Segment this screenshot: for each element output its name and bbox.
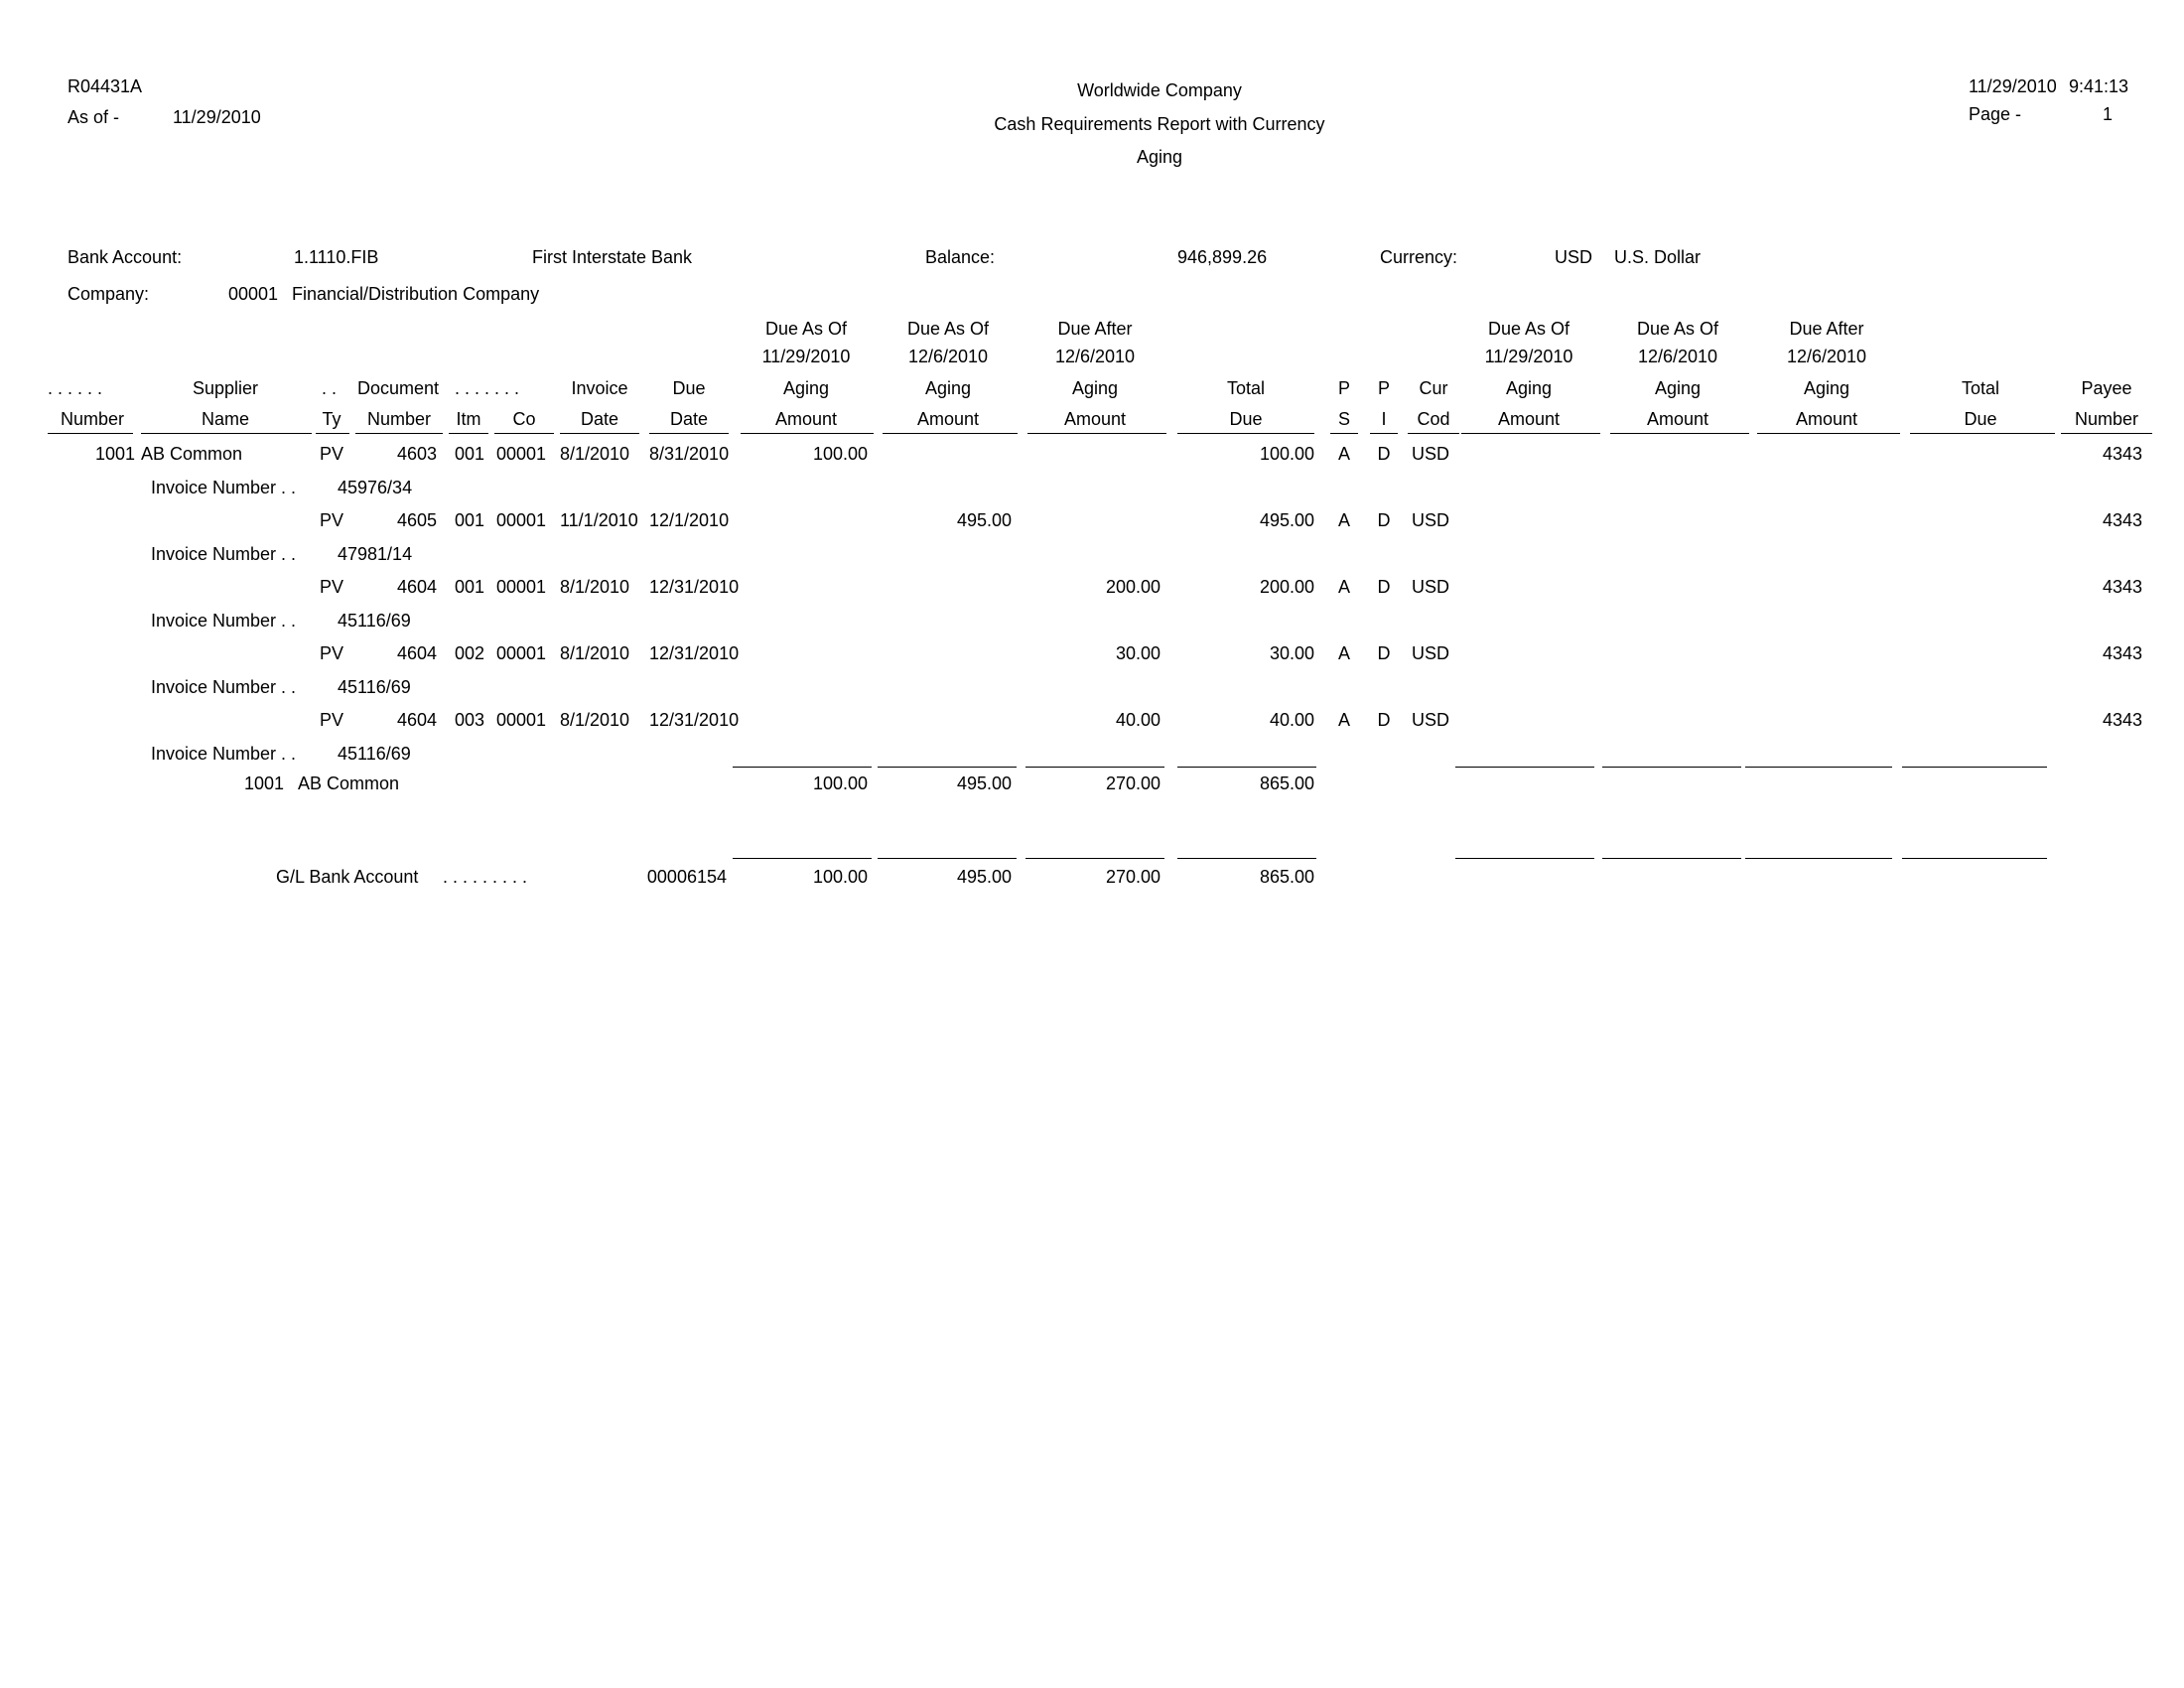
row-payee: 4343 bbox=[2102, 444, 2142, 464]
col-co: Co bbox=[512, 409, 536, 429]
company-name: Financial/Distribution Company bbox=[292, 284, 540, 304]
row-co: 00001 bbox=[496, 510, 547, 530]
row-doc: 4605 bbox=[396, 510, 437, 530]
bank-account-label: Bank Account: bbox=[68, 247, 183, 267]
row-cur: USD bbox=[1412, 444, 1450, 464]
col-cur: Cur bbox=[1419, 378, 1448, 398]
header-underline bbox=[141, 433, 312, 434]
supplier-total-name: AB Common bbox=[298, 774, 400, 793]
header-underline bbox=[48, 433, 133, 434]
row-pi: D bbox=[1377, 510, 1391, 530]
row-itm: 001 bbox=[455, 577, 485, 597]
col-document: Document bbox=[357, 378, 440, 398]
row-ty: PV bbox=[320, 510, 344, 530]
row-supplier-name: AB Common bbox=[141, 444, 243, 464]
row-pi: D bbox=[1377, 577, 1391, 597]
row-amount-3: 40.00 bbox=[1115, 710, 1160, 730]
subtotal-rule bbox=[1745, 767, 1892, 768]
col-dots-2: . . bbox=[322, 378, 338, 398]
gl-total-rule bbox=[1177, 858, 1316, 859]
balance-value: 946,899.26 bbox=[1177, 247, 1268, 267]
row-total: 30.00 bbox=[1269, 643, 1314, 663]
row-inv-date: 8/1/2010 bbox=[560, 444, 630, 464]
row-invoice-number: 45116/69 bbox=[338, 744, 411, 764]
row-inv-date: 8/1/2010 bbox=[560, 710, 630, 730]
row-ps: A bbox=[1337, 444, 1350, 464]
col-date-3: 12/6/2010 bbox=[1054, 347, 1136, 366]
row-invoice-number: 45116/69 bbox=[338, 677, 411, 697]
row-payee: 4343 bbox=[2102, 577, 2142, 597]
col-inv-date: Date bbox=[580, 409, 619, 429]
row-total: 200.00 bbox=[1259, 577, 1314, 597]
row-ps: A bbox=[1337, 577, 1350, 597]
gl-total-amount-3: 270.00 bbox=[1105, 867, 1160, 887]
row-itm: 001 bbox=[455, 510, 485, 530]
row-co: 00001 bbox=[496, 444, 547, 464]
row-invoice-label: Invoice Number . . bbox=[151, 478, 297, 497]
col-date-1: 11/29/2010 bbox=[761, 347, 851, 366]
row-due-date: 12/1/2010 bbox=[649, 510, 730, 530]
row-cur: USD bbox=[1412, 710, 1450, 730]
row-invoice-label: Invoice Number . . bbox=[151, 611, 297, 631]
row-invoice-label: Invoice Number . . bbox=[151, 544, 297, 564]
header-underline bbox=[494, 433, 554, 434]
col-aging-4: Aging bbox=[1505, 378, 1553, 398]
col-amount-2: Amount bbox=[916, 409, 980, 429]
col-cod: Cod bbox=[1417, 409, 1450, 429]
col-due: Due bbox=[672, 378, 706, 398]
gl-total-amount-2: 495.00 bbox=[956, 867, 1012, 887]
col-doc-number: Number bbox=[366, 409, 432, 429]
col-s: S bbox=[1337, 409, 1350, 429]
col-amount-1: Amount bbox=[774, 409, 838, 429]
as-of-date: 11/29/2010 bbox=[173, 107, 261, 127]
header-underline bbox=[1370, 433, 1398, 434]
row-co: 00001 bbox=[496, 710, 547, 730]
row-invoice-number: 45116/69 bbox=[338, 611, 411, 631]
row-ty: PV bbox=[320, 710, 344, 730]
row-doc: 4604 bbox=[396, 643, 437, 663]
supplier-total-amount-1: 100.00 bbox=[812, 774, 868, 793]
row-amount-2: 495.00 bbox=[956, 510, 1012, 530]
col-name: Name bbox=[201, 409, 249, 429]
row-invoice-label: Invoice Number . . bbox=[151, 677, 297, 697]
col-due-after-2: Due After bbox=[1789, 319, 1864, 339]
gl-total-rule bbox=[1455, 858, 1594, 859]
report-id: R04431A bbox=[68, 76, 143, 96]
subtotal-rule bbox=[1455, 767, 1594, 768]
col-total-1: Total bbox=[1226, 378, 1266, 398]
row-inv-date: 8/1/2010 bbox=[560, 577, 630, 597]
col-i: I bbox=[1381, 409, 1387, 429]
col-date-6: 12/6/2010 bbox=[1786, 347, 1867, 366]
row-cur: USD bbox=[1412, 577, 1450, 597]
col-total-2: Total bbox=[1961, 378, 2000, 398]
subtotal-rule bbox=[1177, 767, 1316, 768]
gl-total-amount-1: 100.00 bbox=[812, 867, 868, 887]
header-underline bbox=[1461, 433, 1600, 434]
col-due-as-of-2: Due As Of bbox=[906, 319, 990, 339]
row-ps: A bbox=[1337, 510, 1350, 530]
row-payee: 4343 bbox=[2102, 710, 2142, 730]
header-underline bbox=[449, 433, 488, 434]
gl-total-rule bbox=[1902, 858, 2047, 859]
company-code: 00001 bbox=[228, 284, 279, 304]
row-amount-1: 100.00 bbox=[812, 444, 868, 464]
row-ty: PV bbox=[320, 577, 344, 597]
row-co: 00001 bbox=[496, 643, 547, 663]
col-due-as-of-1: Due As Of bbox=[764, 319, 848, 339]
company-title: Worldwide Company bbox=[1077, 80, 1242, 100]
page-number: 1 bbox=[2102, 104, 2113, 124]
row-cur: USD bbox=[1412, 643, 1450, 663]
bank-name: First Interstate Bank bbox=[532, 247, 693, 267]
header-underline bbox=[1330, 433, 1358, 434]
row-total: 495.00 bbox=[1259, 510, 1314, 530]
header-underline bbox=[1610, 433, 1749, 434]
run-time: 9:41:13 bbox=[2069, 76, 2129, 96]
supplier-total-total: 865.00 bbox=[1259, 774, 1314, 793]
header-underline bbox=[2061, 433, 2152, 434]
currency-label: Currency: bbox=[1380, 247, 1458, 267]
report-title: Cash Requirements Report with Currency bbox=[994, 114, 1325, 134]
report-subtitle: Aging bbox=[1136, 147, 1183, 167]
gl-total-total: 865.00 bbox=[1259, 867, 1314, 887]
row-inv-date: 8/1/2010 bbox=[560, 643, 630, 663]
header-underline bbox=[883, 433, 1018, 434]
as-of-label: As of - bbox=[68, 107, 120, 127]
row-total: 100.00 bbox=[1259, 444, 1314, 464]
row-itm: 003 bbox=[455, 710, 485, 730]
subtotal-rule bbox=[1025, 767, 1164, 768]
row-ty: PV bbox=[320, 643, 344, 663]
header-underline bbox=[560, 433, 639, 434]
col-dots-3: . . . . . . . bbox=[455, 378, 520, 398]
subtotal-rule bbox=[1602, 767, 1741, 768]
row-inv-date: 11/1/2010 bbox=[560, 510, 638, 530]
col-due-date: Date bbox=[669, 409, 709, 429]
page-label: Page - bbox=[1969, 104, 2022, 124]
row-itm: 001 bbox=[455, 444, 485, 464]
row-amount-3: 30.00 bbox=[1115, 643, 1160, 663]
supplier-total-number: 1001 bbox=[243, 774, 284, 793]
col-aging-6: Aging bbox=[1803, 378, 1850, 398]
row-due-date: 12/31/2010 bbox=[649, 710, 740, 730]
row-co: 00001 bbox=[496, 577, 547, 597]
row-total: 40.00 bbox=[1269, 710, 1314, 730]
header-underline bbox=[1757, 433, 1900, 434]
gl-total-rule bbox=[733, 858, 872, 859]
col-aging-2: Aging bbox=[924, 378, 972, 398]
currency-code: USD bbox=[1555, 247, 1593, 267]
gl-total-rule bbox=[1025, 858, 1164, 859]
gl-total-account: 00006154 bbox=[646, 867, 727, 887]
gl-total-label: G/L Bank Account bbox=[276, 867, 419, 887]
row-doc: 4604 bbox=[396, 710, 437, 730]
row-due-date: 8/31/2010 bbox=[649, 444, 730, 464]
row-payee: 4343 bbox=[2102, 643, 2142, 663]
gl-total-rule bbox=[1745, 858, 1892, 859]
row-due-date: 12/31/2010 bbox=[649, 577, 740, 597]
col-due-after-1: Due After bbox=[1057, 319, 1133, 339]
col-payee-number: Number bbox=[2074, 409, 2139, 429]
col-amount-5: Amount bbox=[1646, 409, 1709, 429]
col-dots-1: . . . . . . bbox=[48, 378, 103, 398]
row-itm: 002 bbox=[455, 643, 485, 663]
gl-total-rule bbox=[1602, 858, 1741, 859]
col-p-1: P bbox=[1337, 378, 1350, 398]
header-underline bbox=[1027, 433, 1166, 434]
supplier-total-amount-3: 270.00 bbox=[1105, 774, 1160, 793]
row-invoice-label: Invoice Number . . bbox=[151, 744, 297, 764]
currency-name: U.S. Dollar bbox=[1614, 247, 1702, 267]
balance-label: Balance: bbox=[925, 247, 996, 267]
col-amount-3: Amount bbox=[1063, 409, 1127, 429]
col-amount-6: Amount bbox=[1795, 409, 1858, 429]
header-underline bbox=[741, 433, 874, 434]
col-p-2: P bbox=[1377, 378, 1390, 398]
header-underline bbox=[1910, 433, 2055, 434]
col-total-due-2: Due bbox=[1964, 409, 1997, 429]
bank-account: 1.1110.FIB bbox=[294, 247, 379, 267]
row-invoice-number: 47981/14 bbox=[338, 544, 413, 564]
row-cur: USD bbox=[1412, 510, 1450, 530]
row-amount-3: 200.00 bbox=[1105, 577, 1160, 597]
col-date-5: 12/6/2010 bbox=[1637, 347, 1718, 366]
col-due-as-of-4: Due As Of bbox=[1636, 319, 1719, 339]
row-payee: 4343 bbox=[2102, 510, 2142, 530]
col-date-4: 11/29/2010 bbox=[1484, 347, 1573, 366]
gl-total-dots: . . . . . . . . . bbox=[443, 867, 528, 887]
subtotal-rule bbox=[1902, 767, 2047, 768]
header-underline bbox=[1177, 433, 1314, 434]
col-number: Number bbox=[60, 409, 125, 429]
col-aging-5: Aging bbox=[1654, 378, 1702, 398]
col-aging-3: Aging bbox=[1071, 378, 1119, 398]
row-due-date: 12/31/2010 bbox=[649, 643, 740, 663]
col-supplier: Supplier bbox=[192, 378, 259, 398]
header-underline bbox=[1408, 433, 1459, 434]
row-invoice-number: 45976/34 bbox=[338, 478, 413, 497]
col-total-due-1: Due bbox=[1229, 409, 1263, 429]
row-doc: 4603 bbox=[396, 444, 437, 464]
gl-total-rule bbox=[878, 858, 1017, 859]
row-pi: D bbox=[1377, 710, 1391, 730]
header-underline bbox=[316, 433, 349, 434]
col-due-as-of-3: Due As Of bbox=[1487, 319, 1570, 339]
row-pi: D bbox=[1377, 444, 1391, 464]
row-pi: D bbox=[1377, 643, 1391, 663]
col-date-2: 12/6/2010 bbox=[907, 347, 989, 366]
row-doc: 4604 bbox=[396, 577, 437, 597]
subtotal-rule bbox=[733, 767, 872, 768]
subtotal-rule bbox=[878, 767, 1017, 768]
row-ps: A bbox=[1337, 710, 1350, 730]
header-underline bbox=[355, 433, 443, 434]
row-ty: PV bbox=[320, 444, 344, 464]
row-ps: A bbox=[1337, 643, 1350, 663]
run-date: 11/29/2010 bbox=[1969, 76, 2057, 96]
header-underline bbox=[649, 433, 729, 434]
col-payee: Payee bbox=[2081, 378, 2132, 398]
col-aging-1: Aging bbox=[782, 378, 830, 398]
row-supplier-number: 1001 bbox=[94, 444, 135, 464]
col-amount-4: Amount bbox=[1497, 409, 1561, 429]
col-ty: Ty bbox=[322, 409, 341, 429]
col-invoice: Invoice bbox=[571, 378, 628, 398]
company-label: Company: bbox=[68, 284, 150, 304]
col-itm: Itm bbox=[456, 409, 481, 429]
supplier-total-amount-2: 495.00 bbox=[956, 774, 1012, 793]
